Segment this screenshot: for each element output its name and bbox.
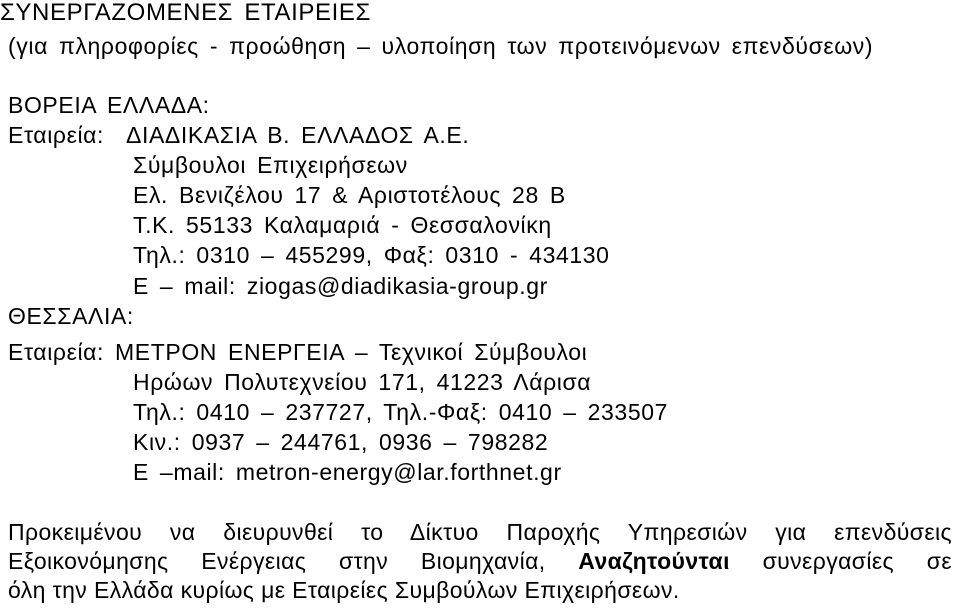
- paragraph-line-2-end: συνεργασίες σε: [762, 548, 952, 574]
- address-thessaly: Ηρώων Πολυτεχνείου 171, 41223 Λάρισα: [133, 369, 592, 395]
- document-subtitle: (για πληροφορίες - προώθηση – υλοποίηση των προτεινόμενων επενδύσεων): [8, 33, 874, 59]
- closing-paragraph: [8, 518, 952, 605]
- company-line-north: [8, 122, 469, 148]
- company-prefix: Εταιρεία:: [8, 122, 105, 148]
- phone-fax-thessaly: Τηλ.: 0410 – 237727, Τηλ.-Φαξ: 0410 – 233507: [133, 399, 668, 425]
- document-title: ΣΥΝΕΡΓΑΖΟΜΕΝΕΣ ΕΤΑΙΡΕΙΕΣ: [0, 0, 371, 26]
- email-thessaly[interactable]: E –mail: metron-energy@lar.forthnet.gr: [133, 459, 562, 485]
- paragraph-emphasis: Αναζητούνται: [578, 548, 730, 574]
- paragraph-line-1: Προκειμένου να διευρυνθεί το Δίκτυο Παροχής Υπηρεσιών για επενδύσεις: [8, 519, 952, 545]
- paragraph-line-2: [8, 547, 952, 576]
- mobile-thessaly: Κιν.: 0937 – 244761, 0936 – 798282: [133, 429, 549, 455]
- paragraph-line-2-start: Εξοικονόμησης Ενέργειας στην Βιομηχανία,: [8, 548, 546, 574]
- email-north[interactable]: E – mail: ziogas@diadikasia-group.gr: [133, 273, 548, 299]
- phone-fax-north: Τηλ.: 0310 – 455299, Φαξ: 0310 - 434130: [133, 242, 610, 268]
- region-heading-thessaly: ΘΕΣΣΑΛΙΑ:: [8, 303, 134, 329]
- region-heading-north: ΒΟΡΕΙΑ ΕΛΛΑΔΑ:: [8, 92, 210, 118]
- address-line-1: Ελ. Βενιζέλου 17 & Αριστοτέλους 28 Β: [133, 182, 566, 208]
- company-line-thessaly: Εταιρεία: ΜΕΤΡΟΝ ΕΝΕΡΓΕΙΑ – Τεχνικοί Σύμβουλοι: [8, 339, 588, 365]
- company-description: Σύμβουλοι Επιχειρήσεων: [133, 152, 408, 178]
- address-line-2: Τ.Κ. 55133 Καλαμαριά - Θεσσαλονίκη: [133, 212, 552, 238]
- company-name: ΔΙΑΔΙΚΑΣΙΑ Β. ΕΛΛΑΔΟΣ Α.Ε.: [126, 122, 470, 148]
- paragraph-line-3: όλη την Ελλάδα κυρίως με Εταιρείες Συμβούλων Επιχειρήσεων.: [8, 577, 680, 603]
